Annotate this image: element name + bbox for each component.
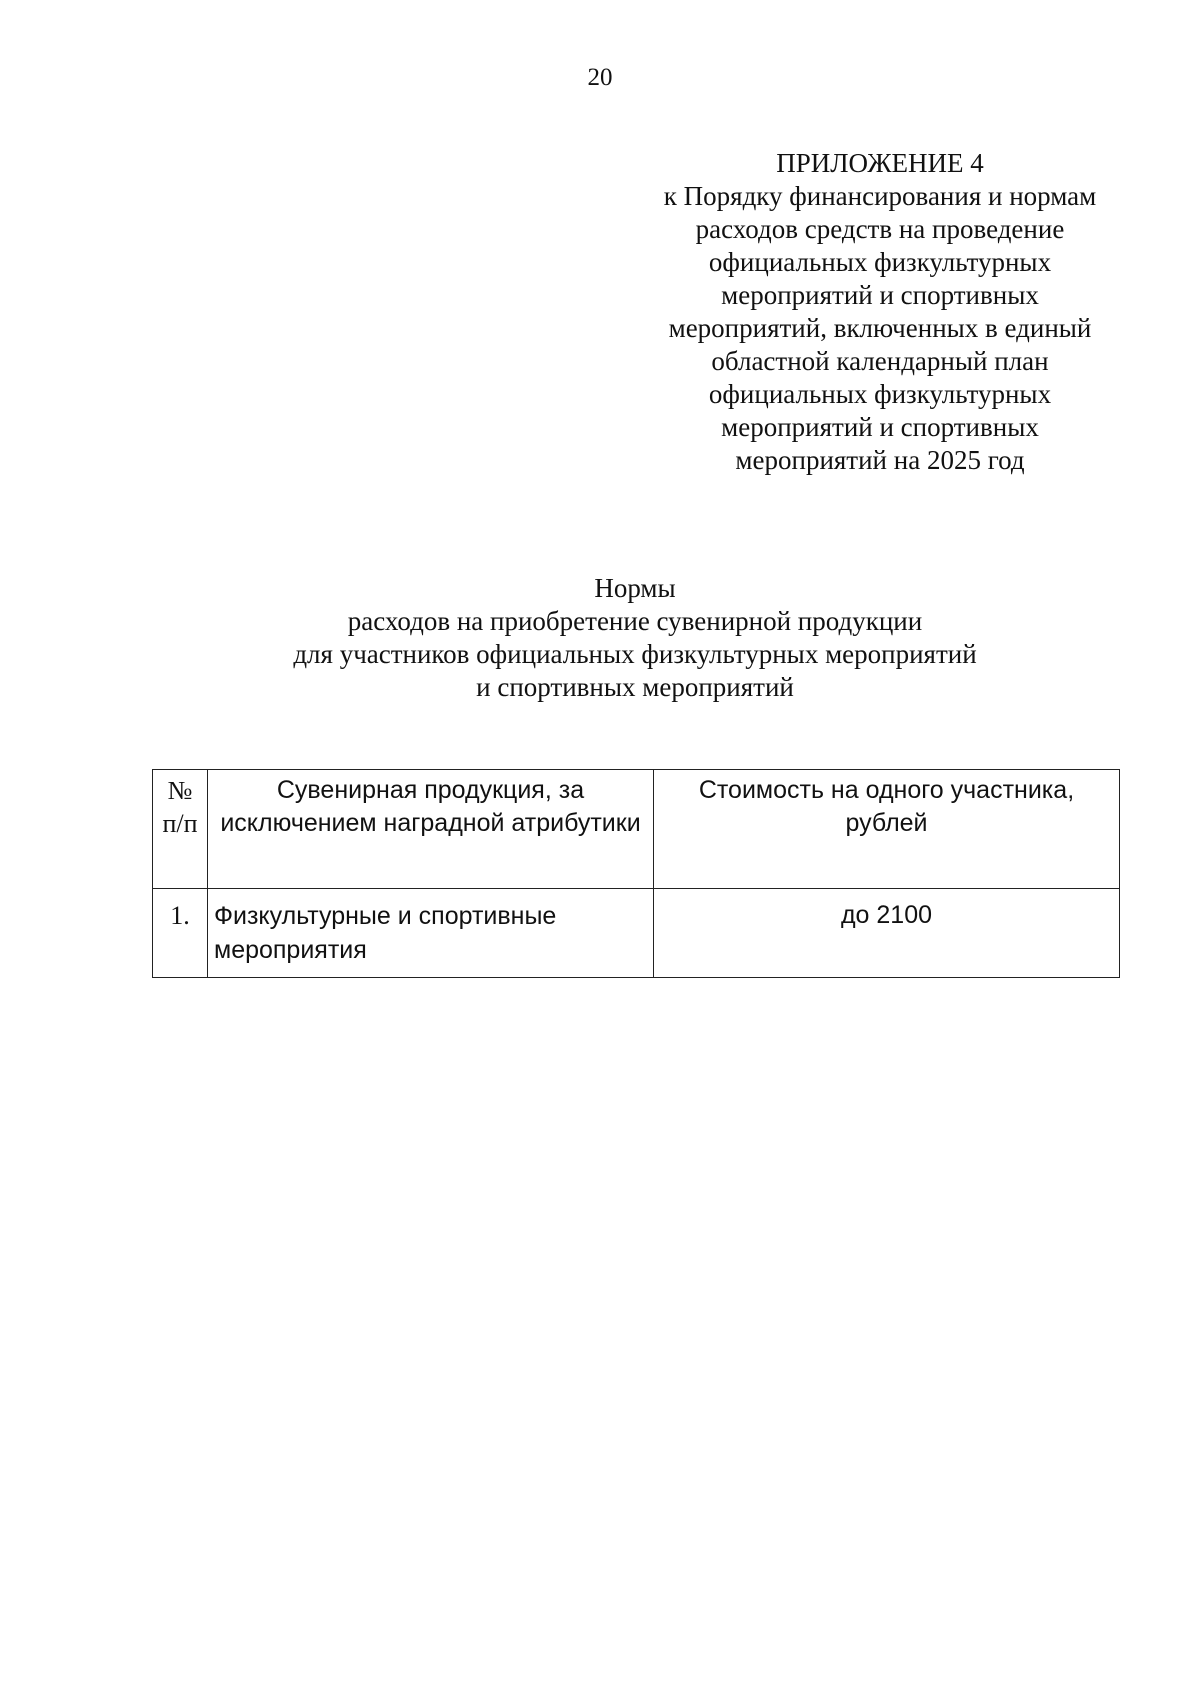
header-num-line: № [167,776,193,805]
appendix-block [655,147,1105,477]
appendix-title: ПРИЛОЖЕНИЕ 4 [776,148,984,178]
norms-heading [0,572,1200,704]
appendix-line: расходов средств на проведение [695,214,1065,244]
norms-subtitle-line: и спортивных мероприятий [476,672,794,702]
appendix-line: официальных физкультурных [708,379,1052,409]
norms-table [152,769,1120,978]
appendix-line: мероприятий и спортивных [721,280,1039,310]
appendix-line: мероприятий и спортивных [721,412,1039,442]
header-num-line: п/п [162,809,198,838]
header-cost: Стоимость на одного участника, рублей [654,770,1120,889]
norms-title: Нормы [594,573,676,603]
cell-cost: до 2100 [654,889,1120,978]
norms-subtitle-line: для участников официальных физкультурных мероприятий [293,639,977,669]
cell-num: 1. [153,889,208,978]
table-row [153,889,1120,978]
appendix-line: областной календарный план [711,346,1049,376]
appendix-line: официальных физкультурных [708,247,1052,277]
header-product: Сувенирная продукция, за исключением наградной атрибутики [208,770,654,889]
appendix-line: мероприятий, включенных в единый [668,313,1092,343]
norms-subtitle-line: расходов на приобретение сувенирной продукции [347,606,923,636]
appendix-line: к Порядку финансирования и нормам [663,181,1097,211]
header-num [153,770,208,889]
cell-product: Физкультурные и спортивные мероприятия [208,889,654,978]
appendix-line: мероприятий на 2025 год [735,445,1025,475]
page-number: 20 [587,64,613,91]
table-header-row [153,770,1120,889]
